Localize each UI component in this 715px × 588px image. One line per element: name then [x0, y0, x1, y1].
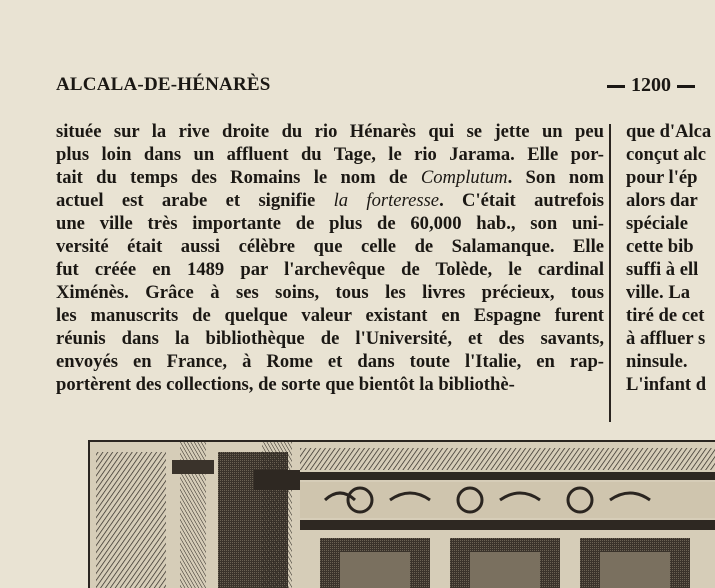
text-line: spéciale	[626, 213, 688, 234]
running-head	[56, 74, 715, 104]
text-line: plus loin dans un affluent du Tage, le rio Jarama. Elle por-	[56, 144, 604, 165]
text-line: ninsule.	[626, 351, 688, 372]
text-line: ville. La	[626, 282, 691, 303]
column-divider	[609, 124, 611, 422]
running-head-title: ALCALA-DE-HÉNARÈS	[56, 74, 271, 95]
text-line: une ville très importante de plus de 60,000 hab., son uni-	[56, 213, 604, 234]
page-number-value: 1200	[631, 74, 671, 96]
text-line: que d'Alca	[626, 121, 712, 142]
left-column-text	[56, 120, 604, 396]
text-line: située sur la rive droite du rio Hénarès qui se jette un peu	[56, 121, 604, 142]
text-line: Ximénès. Grâce à ses soins, tous les livres précieux, tous	[56, 282, 604, 303]
text-line: actuel est arabe et signifie la forteresse. C'était autrefois	[56, 190, 604, 211]
text-line: alors dar	[626, 190, 698, 211]
right-column-text	[626, 120, 715, 396]
text-line: L'infant d	[626, 374, 707, 395]
text-line: réunis dans la bibliothèque de l'Université, et des savants,	[56, 328, 604, 349]
text-line: pour l'ép	[626, 167, 698, 188]
text-line: à affluer s	[626, 328, 706, 349]
text-line: suffi à ell	[626, 259, 699, 280]
text-line: tait du temps des Romains le nom de Complutum. Son nom	[56, 167, 604, 188]
text-line: versité était aussi célèbre que celle de Salamanque. Elle	[56, 236, 604, 257]
engraving-illustration	[88, 440, 715, 588]
text-line: envoyés en France, à Rome et dans toute l'Italie, en rap-	[56, 351, 604, 372]
text-line: tiré de cet	[626, 305, 705, 326]
text-line: les manuscrits de quelque valeur existant en Espagne furent	[56, 305, 604, 326]
text-line: cette bib	[626, 236, 694, 257]
page-number	[601, 74, 701, 97]
text-line: fut créée en 1489 par l'archevêque de Tolède, le cardinal	[56, 259, 604, 280]
italic-term: la forteresse	[333, 190, 440, 211]
italic-term: Complutum	[420, 167, 508, 188]
text-line: portèrent des collections, de sorte que bientôt la bibliothè-	[56, 374, 515, 395]
text-line: conçut alc	[626, 144, 707, 165]
engraving-illustration-icon	[90, 442, 715, 588]
